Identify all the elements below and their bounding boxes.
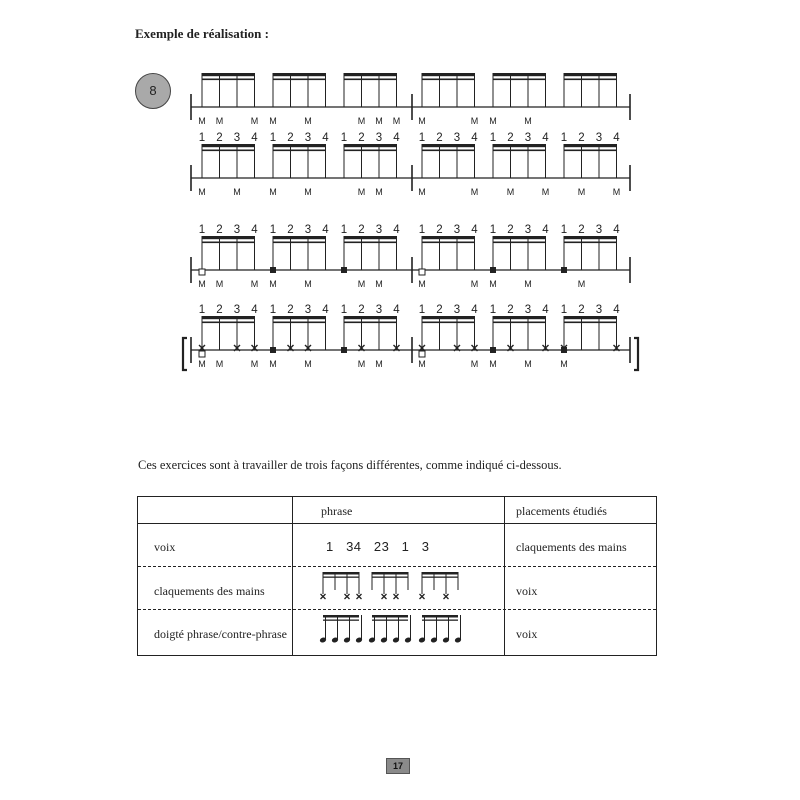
count-digit: 4	[542, 132, 549, 144]
beam-secondary	[493, 79, 546, 81]
m-label: M	[250, 359, 259, 369]
count-digit: 1	[489, 304, 497, 316]
m-label: M	[375, 116, 383, 126]
clap-cross	[321, 594, 326, 599]
beam-primary	[202, 144, 255, 147]
count-digit: 2	[578, 304, 585, 316]
m-label: M	[198, 279, 206, 289]
open-square-marker	[419, 269, 425, 275]
repeat-bracket-right	[634, 338, 638, 370]
row-label-voix: voix	[154, 540, 176, 554]
count-digit: 1	[560, 132, 568, 144]
beam-secondary	[564, 322, 617, 324]
count-digit: 4	[542, 224, 549, 236]
m-label: M	[470, 187, 479, 197]
m-label: M	[304, 187, 312, 197]
page-number: 17	[386, 758, 410, 774]
beam-primary	[422, 615, 458, 618]
count-digit: 2	[358, 224, 365, 236]
m-label: M	[524, 279, 532, 289]
filled-square-marker	[270, 267, 276, 273]
count-digit: 4	[251, 132, 258, 144]
beam-secondary	[493, 322, 546, 324]
m-label: M	[470, 279, 479, 289]
count-digit: 3	[453, 224, 461, 236]
open-square-marker	[199, 269, 205, 275]
beam-primary	[344, 236, 397, 239]
count-digit: 4	[251, 304, 258, 316]
count-digit: 2	[507, 304, 514, 316]
m-label: M	[198, 116, 206, 126]
count-digit: 1	[269, 224, 277, 236]
count-digit: 2	[358, 132, 365, 144]
count-digit: 4	[322, 304, 329, 316]
m-label: M	[250, 279, 259, 289]
count-digit: 4	[613, 132, 620, 144]
count-digit: 3	[233, 224, 241, 236]
m-label: M	[269, 359, 277, 369]
count-digit: 1	[418, 132, 426, 144]
placement-row-1: claquements des mains	[516, 540, 627, 554]
beam-primary	[493, 144, 546, 147]
count-digit: 2	[507, 224, 514, 236]
m-label: M	[470, 359, 479, 369]
beam-secondary	[422, 322, 475, 324]
open-square-marker	[199, 351, 205, 357]
beam-secondary	[564, 242, 617, 244]
beam-primary	[564, 316, 617, 319]
beam-secondary	[323, 620, 359, 621]
beam-secondary	[344, 79, 397, 81]
count-digit: 4	[393, 224, 400, 236]
count-digit: 4	[542, 304, 549, 316]
m-label: M	[418, 116, 426, 126]
beam-secondary	[344, 242, 397, 244]
beam-secondary	[372, 620, 408, 621]
clap-rhythm-figure	[318, 570, 483, 606]
m-label: M	[489, 279, 497, 289]
beam-secondary	[202, 322, 255, 324]
header-phrase: phrase	[321, 504, 353, 518]
count-digit: 2	[436, 132, 443, 144]
beam-primary	[273, 236, 326, 239]
m-label: M	[524, 359, 532, 369]
m-label: M	[198, 187, 206, 197]
count-digit: 3	[233, 304, 241, 316]
m-label: M	[269, 279, 277, 289]
beam-secondary	[422, 577, 458, 578]
beam-secondary	[422, 620, 458, 621]
count-digit: 4	[322, 224, 329, 236]
filled-square-marker	[270, 347, 276, 353]
m-label: M	[233, 187, 241, 197]
count-digit: 3	[375, 304, 383, 316]
filled-square-marker	[341, 347, 347, 353]
count-digit: 4	[471, 304, 478, 316]
beam-primary	[564, 236, 617, 239]
beam-secondary	[273, 322, 326, 324]
m-label: M	[418, 359, 426, 369]
count-digit: 3	[453, 304, 461, 316]
count-digit: 1	[340, 304, 348, 316]
instructions-text: Ces exercices sont à travailler de trois façons différentes, comme indiqué ci-dessous.	[138, 458, 562, 472]
beam-secondary	[564, 79, 617, 81]
header-placements: placements étudiés	[516, 504, 607, 518]
count-digit: 2	[507, 132, 514, 144]
count-digit: 4	[613, 224, 620, 236]
count-digit: 4	[613, 304, 620, 316]
count-digit: 3	[304, 304, 312, 316]
m-label: M	[392, 116, 401, 126]
beam-primary	[202, 236, 255, 239]
count-digit: 1	[269, 304, 277, 316]
count-digit: 2	[578, 132, 585, 144]
m-label: M	[304, 279, 312, 289]
beam-primary	[564, 73, 617, 76]
m-label: M	[418, 279, 426, 289]
beam-primary	[372, 572, 408, 575]
m-label: M	[215, 359, 224, 369]
beam-secondary	[323, 577, 359, 578]
filled-square-marker	[561, 267, 567, 273]
count-digit: 4	[393, 304, 400, 316]
m-label: M	[524, 116, 532, 126]
beam-secondary	[422, 79, 475, 81]
row-label-claquements: claquements des mains	[154, 584, 265, 598]
beam-secondary	[202, 150, 255, 152]
m-label: M	[357, 116, 366, 126]
clap-cross	[357, 594, 362, 599]
placement-row-3: voix	[516, 627, 538, 641]
placement-row-2: voix	[516, 584, 538, 598]
filled-square-marker	[490, 267, 496, 273]
filled-square-marker	[341, 267, 347, 273]
m-label: M	[304, 116, 312, 126]
count-digit: 3	[595, 132, 603, 144]
count-digit: 2	[287, 304, 294, 316]
count-digit: 4	[393, 132, 400, 144]
beam-primary	[372, 615, 408, 618]
count-digit: 1	[489, 132, 497, 144]
beam-primary	[344, 144, 397, 147]
repeat-bracket-left	[183, 338, 187, 370]
beam-primary	[273, 144, 326, 147]
count-digit: 2	[436, 304, 443, 316]
m-label: M	[612, 187, 621, 197]
beam-primary	[323, 615, 359, 618]
exercise-number-badge: 8	[135, 73, 171, 109]
beam-secondary	[422, 150, 475, 152]
m-label: M	[357, 187, 366, 197]
beam-primary	[564, 144, 617, 147]
count-digit: 1	[198, 132, 206, 144]
fingering-notes-figure	[318, 613, 483, 649]
count-digit: 1	[560, 224, 568, 236]
count-digit: 4	[322, 132, 329, 144]
count-digit: 3	[304, 132, 312, 144]
beam-primary	[422, 316, 475, 319]
m-label: M	[357, 359, 366, 369]
beam-secondary	[202, 242, 255, 244]
beam-primary	[323, 572, 359, 575]
count-digit: 3	[453, 132, 461, 144]
beam-primary	[493, 73, 546, 76]
m-label: M	[375, 279, 383, 289]
m-label: M	[577, 279, 586, 289]
beam-primary	[422, 73, 475, 76]
count-digit: 3	[524, 224, 532, 236]
count-digit: 2	[436, 224, 443, 236]
beam-primary	[273, 316, 326, 319]
m-label: M	[375, 359, 383, 369]
beam-secondary	[372, 577, 408, 578]
beam-secondary	[493, 150, 546, 152]
count-digit: 1	[489, 224, 497, 236]
beam-primary	[202, 73, 255, 76]
count-digit: 2	[358, 304, 365, 316]
count-digit: 4	[471, 132, 478, 144]
beam-secondary	[344, 322, 397, 324]
m-label: M	[506, 187, 515, 197]
count-digit: 3	[375, 132, 383, 144]
clap-cross	[382, 594, 387, 599]
count-digit: 2	[216, 132, 223, 144]
filled-square-marker	[490, 347, 496, 353]
count-digit: 3	[595, 304, 603, 316]
row-label-doigte: doigté phrase/contre-phrase	[154, 627, 287, 641]
beam-primary	[493, 316, 546, 319]
count-digit: 2	[216, 304, 223, 316]
m-label: M	[470, 116, 479, 126]
beam-primary	[422, 572, 458, 575]
beam-secondary	[202, 79, 255, 81]
clap-cross	[394, 594, 399, 599]
count-digit: 4	[251, 224, 258, 236]
count-digit: 2	[578, 224, 585, 236]
m-label: M	[489, 359, 497, 369]
count-digit: 3	[233, 132, 241, 144]
beam-secondary	[493, 242, 546, 244]
count-digit: 4	[471, 224, 478, 236]
count-digit: 2	[287, 224, 294, 236]
m-label: M	[269, 187, 277, 197]
count-digit: 1	[198, 224, 206, 236]
count-digit: 1	[340, 224, 348, 236]
count-digit: 2	[287, 132, 294, 144]
m-label: M	[269, 116, 277, 126]
m-label: M	[357, 279, 366, 289]
m-label: M	[215, 116, 224, 126]
beam-primary	[344, 73, 397, 76]
beam-primary	[202, 316, 255, 319]
beam-secondary	[344, 150, 397, 152]
m-label: M	[375, 187, 383, 197]
open-square-marker	[419, 351, 425, 357]
m-label: M	[489, 116, 497, 126]
clap-cross	[444, 594, 449, 599]
clap-cross	[345, 594, 350, 599]
beam-primary	[493, 236, 546, 239]
count-digit: 1	[340, 132, 348, 144]
m-label: M	[541, 187, 550, 197]
beam-primary	[422, 144, 475, 147]
beam-secondary	[564, 150, 617, 152]
count-digit: 1	[269, 132, 277, 144]
beam-secondary	[422, 242, 475, 244]
m-label: M	[215, 279, 224, 289]
m-label: M	[250, 116, 259, 126]
m-label: M	[577, 187, 586, 197]
phrase-digits: 1 34 23 1 3	[326, 539, 430, 554]
beam-secondary	[273, 79, 326, 81]
m-label: M	[418, 187, 426, 197]
count-digit: 3	[524, 132, 532, 144]
count-digit: 3	[375, 224, 383, 236]
count-digit: 1	[560, 304, 568, 316]
count-digit: 3	[595, 224, 603, 236]
m-label: M	[560, 359, 568, 369]
count-digit: 1	[198, 304, 206, 316]
example-heading: Exemple de réalisation :	[135, 26, 269, 41]
m-label: M	[304, 359, 312, 369]
beam-primary	[273, 73, 326, 76]
count-digit: 1	[418, 224, 426, 236]
beam-primary	[344, 316, 397, 319]
beam-secondary	[273, 150, 326, 152]
count-digit: 3	[524, 304, 532, 316]
count-digit: 1	[418, 304, 426, 316]
count-digit: 2	[216, 224, 223, 236]
practice-table	[137, 496, 657, 656]
beam-secondary	[273, 242, 326, 244]
m-label: M	[198, 359, 206, 369]
count-digit: 3	[304, 224, 312, 236]
beam-primary	[422, 236, 475, 239]
clap-cross	[420, 594, 425, 599]
